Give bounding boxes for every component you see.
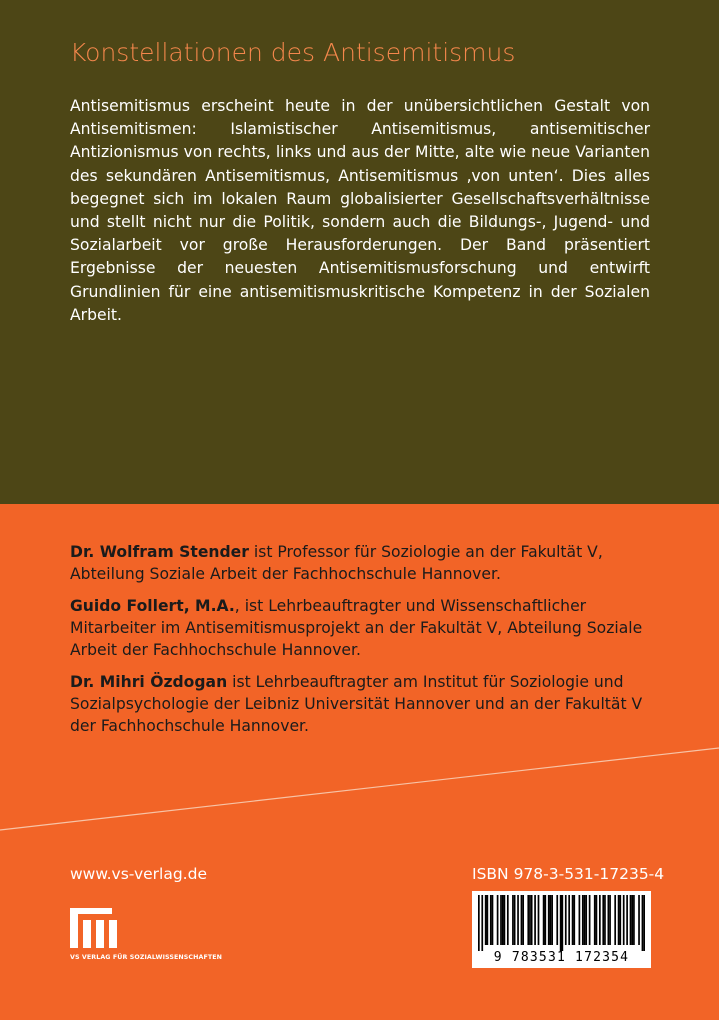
barcode-bar — [619, 895, 621, 945]
barcode-bar — [579, 895, 581, 945]
author-description: , ist Lehrbeauftragter und Wissenschaftlicher Mitarbeiter im Antisemitismusprojekt an der Fakultät V, Abteilung Soziale Arbeit der Fachhochschule Hannover. — [70, 597, 643, 659]
barcode-bar — [565, 895, 567, 945]
barcode-bar — [490, 895, 492, 945]
barcode-bar — [560, 895, 562, 951]
barcode-bar — [502, 895, 504, 945]
barcode-bar — [543, 895, 545, 945]
book-title: Konstellationen des Antisemitismus — [70, 38, 516, 67]
barcode-bar — [534, 895, 536, 945]
barcode-bar — [643, 895, 645, 951]
barcode-bar — [614, 895, 616, 945]
publisher-url[interactable]: www.vs-verlag.de — [70, 865, 207, 883]
barcode-bar — [582, 895, 584, 945]
barcode-bar — [602, 895, 604, 945]
barcode-bar — [594, 895, 596, 945]
author-name: Guido Follert, M.A. — [70, 597, 235, 615]
barcode-digits: 9 783531 172354 — [493, 950, 630, 965]
author-name: Dr. Wolfram Stender — [70, 543, 249, 561]
barcode-bar — [507, 895, 509, 945]
isbn-number: ISBN 978-3-531-17235-4 — [472, 865, 665, 883]
top-panel — [0, 0, 719, 504]
barcode-bar — [514, 895, 516, 945]
barcode-bar — [618, 895, 620, 945]
barcode-bar — [609, 895, 611, 945]
barcode-bar — [529, 895, 531, 945]
barcode-bar — [623, 895, 625, 945]
barcode-bar — [517, 895, 519, 945]
barcode-bar — [573, 895, 575, 945]
isbn-barcode — [472, 891, 651, 968]
barcode-bar — [527, 895, 529, 945]
barcode-bar — [504, 895, 506, 945]
author-bio — [70, 595, 655, 661]
barcode-bar — [568, 895, 570, 945]
barcode-bar — [630, 895, 632, 945]
barcode-bar — [522, 895, 524, 945]
barcode-bar — [544, 895, 546, 945]
barcode-bar — [521, 895, 523, 945]
barcode-bar — [485, 895, 487, 945]
barcode-bar — [481, 895, 483, 951]
barcode-bar — [584, 895, 586, 945]
barcode-bar — [589, 895, 591, 945]
author-bios — [70, 541, 655, 747]
barcode-bar — [633, 895, 635, 945]
barcode-bar — [638, 895, 640, 945]
barcode-bar — [512, 895, 514, 945]
barcode-bar — [596, 895, 598, 945]
barcode-bar — [626, 895, 628, 945]
barcode-bar — [548, 895, 550, 945]
author-description: ist Lehrbeauftragter am Institut für Soziologie und Sozialpsychologie der Leibniz Universität Hannover und an der Fakultät V der Fachhochschule Hannover. — [70, 673, 643, 735]
barcode-bar — [497, 895, 499, 945]
publisher-name: VS VERLAG FÜR SOZIALWISSENSCHAFTEN — [70, 954, 223, 961]
barcode-bar — [585, 895, 587, 945]
barcode-bar — [556, 895, 558, 945]
author-bio — [70, 541, 655, 585]
book-description: Antisemitismus erscheint heute in der unübersichtlichen Gestalt von Antisemitismen: Islamistischer Antisemitismus, antisemitischer Antizionismus von rechts, links und aus der Mitte, alte wie neue Varianten des sekundären Antisemitismus, Antisemitismus ‚von unten‘. Dies alles begegnet sich im lokalen Raum globalisierter Gesellschaftsverhältnisse und stellt nicht nur die Politik, sondern auch die Bildungs-, Jugend- und Sozialarbeit vor große Herausforderungen. Der Band präsentiert Ergebnisse der neuesten Antisemitismusforschung und entwirft Grundlinien für eine antisemitismuskritische Kompetenz in der Sozialen Arbeit. — [70, 97, 650, 324]
barcode-bars — [478, 895, 645, 951]
barcode-bar — [538, 895, 540, 945]
barcode-bar — [500, 895, 502, 945]
author-name: Dr. Mihri Özdogan — [70, 673, 228, 691]
decorative-divider-line — [0, 740, 719, 840]
barcode-bar — [599, 895, 601, 945]
author-description: ist Professor für Soziologie an der Fakultät V, Abteilung Soziale Arbeit der Fachhochschule Hannover. — [70, 543, 603, 583]
barcode-bar — [492, 895, 494, 945]
author-bio — [70, 671, 655, 737]
barcode-bar — [631, 895, 633, 945]
barcode-bar — [604, 895, 606, 945]
barcode-bar — [487, 895, 489, 945]
barcode-bar — [642, 895, 644, 951]
barcode-bar — [478, 895, 480, 951]
barcode-bar — [572, 895, 574, 945]
barcode-bar — [562, 895, 564, 951]
barcode-bar — [608, 895, 610, 945]
barcode-bar — [550, 895, 552, 945]
barcode-bar — [551, 895, 553, 945]
barcode-bar — [531, 895, 533, 945]
